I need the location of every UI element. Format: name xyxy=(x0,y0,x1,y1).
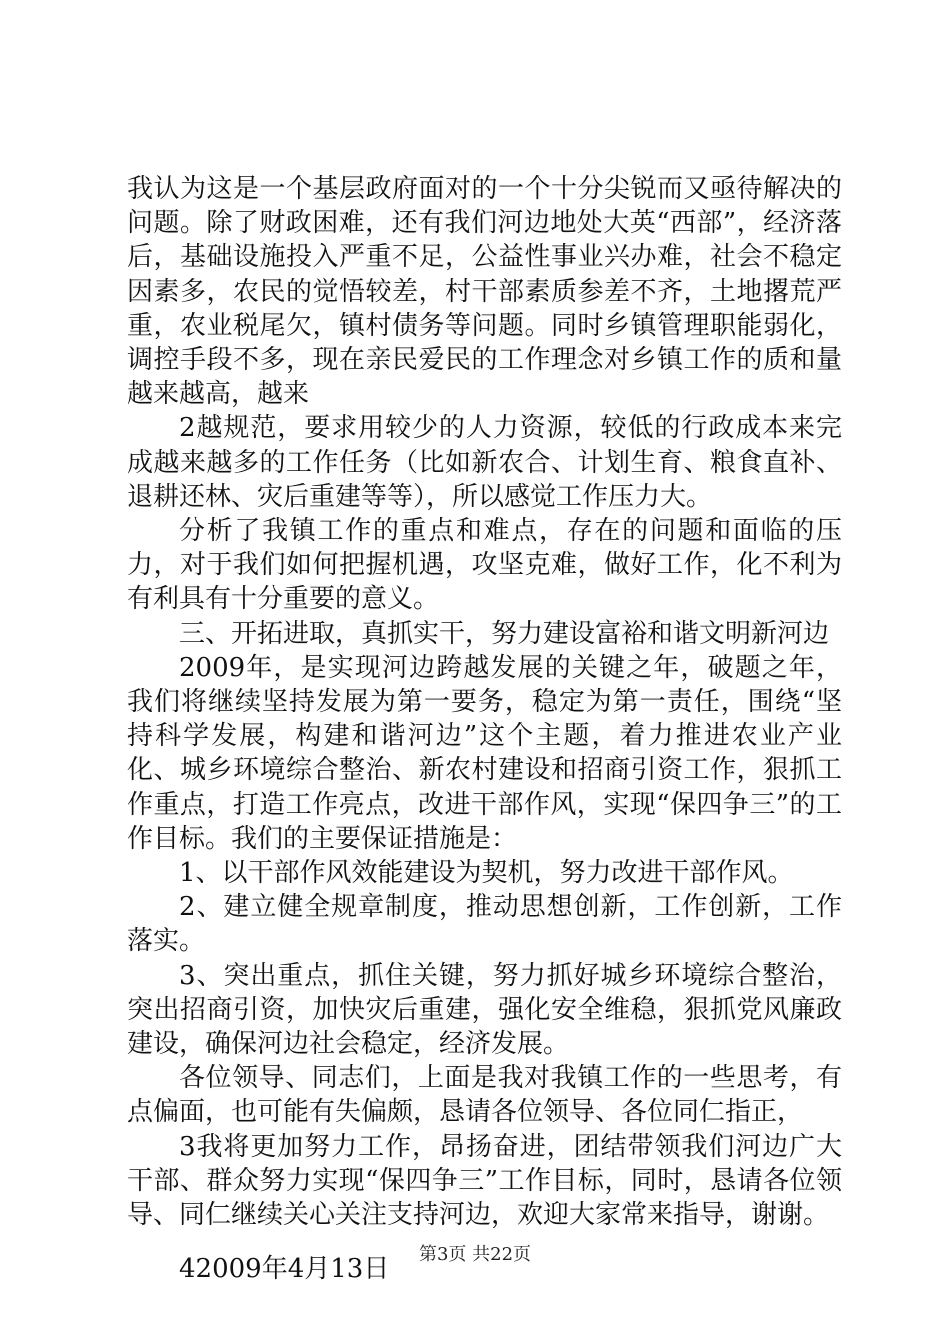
paragraph-closing-remarks: 各位领导、同志们，上面是我对我镇工作的一些思考，有点偏面，也可能有失偏颇，恳请各位领导、各位同仁指正， xyxy=(127,1063,842,1128)
measure-item-2: 2、建立健全规章制度，推动思想创新，工作创新，工作落实。 xyxy=(127,892,842,957)
paragraph-workload: 2越规范，要求用较少的人力资源，较低的行政成本来完成越来越多的工作任务（比如新农合、计划生育、粮食直补、退耕还林、灾后重建等等），所以感觉工作压力大。 xyxy=(127,413,842,512)
document-date: 42009年4月13日 xyxy=(179,1254,390,1285)
paragraph-analysis: 分析了我镇工作的重点和难点，存在的问题和面临的压力，对于我们如何把握机遇，攻坚克难，做好工作，化不利为有利具有十分重要的意义。 xyxy=(127,516,842,615)
document-body xyxy=(127,172,842,1287)
measure-item-3: 3、突出重点，抓住关键，努力抓好城乡环境综合整治，突出招商引资，加快灾后重建，强化安全维稳，狠抓党风廉政建设，确保河边社会稳定，经济发展。 xyxy=(127,960,842,1060)
section-heading-three: 三、开拓进取，真抓实干，努力建设富裕和谐文明新河边 xyxy=(179,618,830,649)
paragraph-problems: 我认为这是一个基层政府面对的一个十分尖锐而又亟待解决的问题。除了财政困难，还有我们河边地处大英“西部”，经济落后，基础设施投入严重不足，公益性事业兴办难，社会不稳定因素多，农民的觉悟较差，村干部素质参差不齐，土地撂荒严重，农业税尾欠，镇村债务等问题。同时乡镇管理职能弱化，调控手段不多，现在亲民爱民的工作理念对乡镇工作的质和量越来越高，越来 xyxy=(127,174,842,410)
measure-item-1: 1、以干部作风效能建设为契机，努力改进干部作风。 xyxy=(179,858,794,889)
paragraph-2009-goals: 2009年，是实现河边跨越发展的关键之年，破题之年，我们将继续坚持发展为第一要务，稳定为第一责任，围绕“坚持科学发展，构建和谐河边”这个主题，着力推进农业产业化、城乡环境综合整治、新农村建设和招商引资工作，狠抓工作重点，打造工作亮点，改进干部作风，实现“保四争三”的工作目标。我们的主要保证措施是： xyxy=(127,652,842,854)
page-footer: 第3页 共22页 xyxy=(418,1244,532,1265)
paragraph-closing-thanks: 3我将更加努力工作，昂扬奋进，团结带领我们河边广大干部、群众努力实现“保四争三”工作目标，同时，恳请各位领导、同仁继续关心关注支持河边，欢迎大家常来指导，谢谢。 xyxy=(127,1131,842,1231)
